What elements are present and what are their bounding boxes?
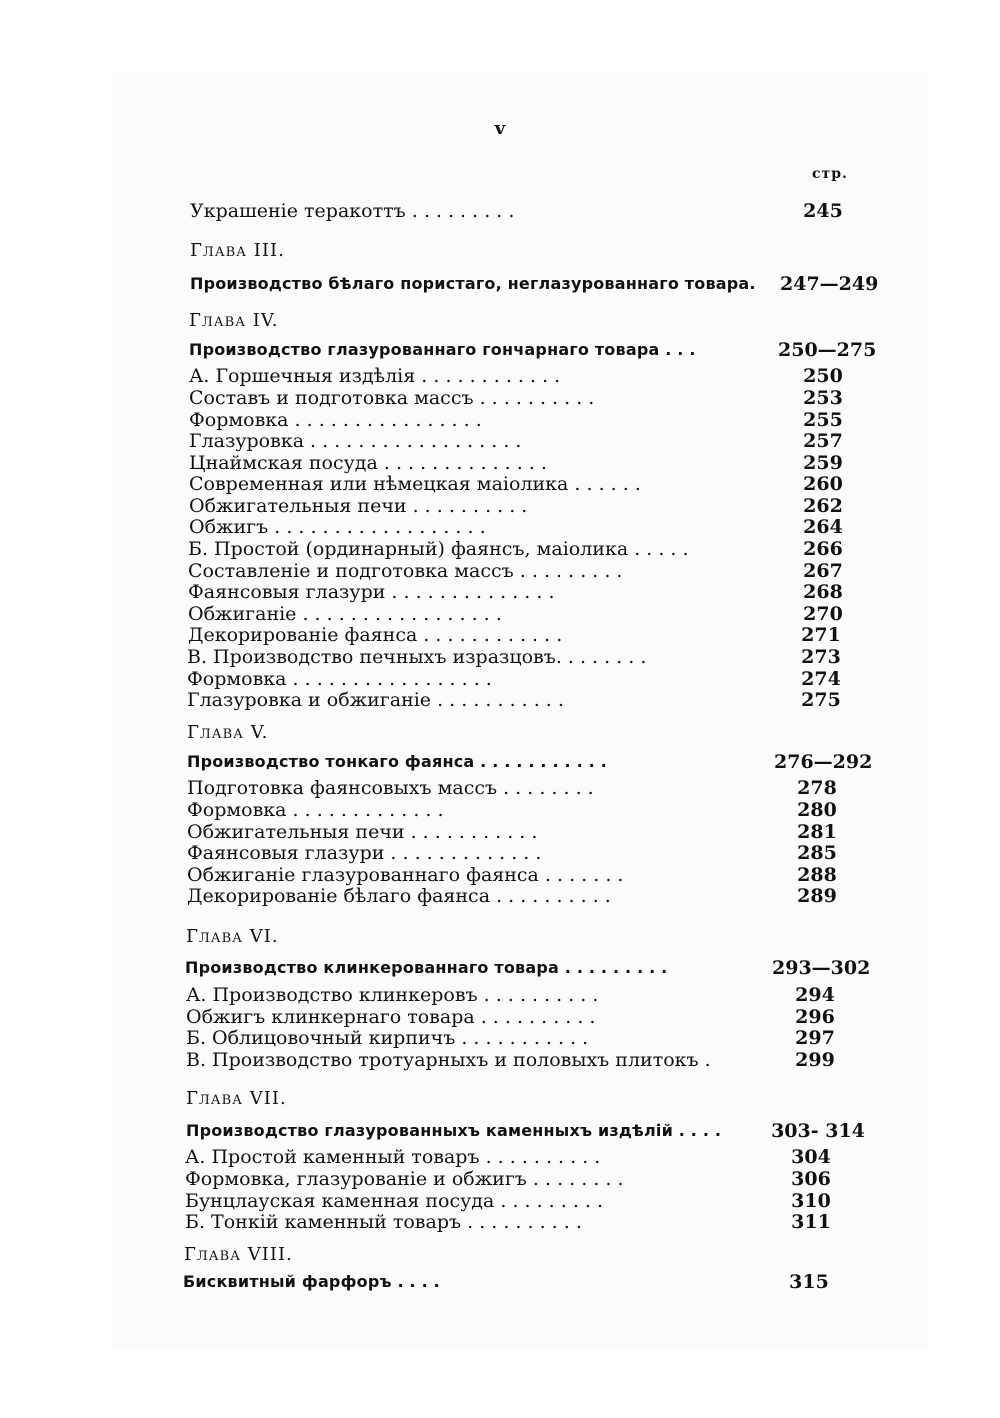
toc-entry-title: А. Производство клинкеровъ . . . . . . . . . . <box>186 984 599 1006</box>
toc-entry <box>0 1210 1000 1234</box>
chapter-section <box>0 1119 1000 1143</box>
section-title: Производство глазурованнаго гончарнаго товара . . . <box>189 340 696 359</box>
chapter-heading: Глава VII. <box>186 1088 287 1109</box>
toc-entry <box>0 798 1000 822</box>
toc-entry <box>0 645 1000 669</box>
toc-entry-title: Декорированіе фаянса . . . . . . . . . . . . <box>188 624 563 646</box>
chapter-heading: Глава IV. <box>189 310 279 331</box>
toc-entry-page: 278 <box>797 777 837 799</box>
toc-entry <box>0 472 1000 496</box>
section-pages: 247—249 <box>780 273 879 295</box>
toc-entry <box>0 515 1000 539</box>
toc-entry <box>0 1048 1000 1072</box>
toc-entry-page: 271 <box>801 624 841 646</box>
section-title: Бисквитный фарфоръ . . . . <box>183 1272 440 1291</box>
toc-entry-title: Фаянсовыя глазури . . . . . . . . . . . . . <box>187 842 542 864</box>
toc-entry-title: Бунцлауская каменная посуда . . . . . . . . . <box>185 1190 604 1212</box>
toc-entry <box>0 983 1000 1007</box>
toc-entry-title: Подготовка фаянсовыхъ массъ . . . . . . . . <box>187 777 594 799</box>
toc-entry <box>0 537 1000 561</box>
section-pages: 303- 314 <box>771 1120 865 1142</box>
chapter-heading: Глава VI. <box>186 926 279 947</box>
toc-entry-page: 257 <box>803 430 843 452</box>
toc-entry-page: 262 <box>803 495 843 517</box>
toc-entry-page: 245 <box>803 200 843 222</box>
toc-entry <box>0 884 1000 908</box>
toc-entry-title: Составленіе и подготовка массъ . . . . . . . . . <box>188 560 623 582</box>
toc-entry-title: В. Производство тротуарныхъ и половыхъ плитокъ . <box>186 1049 711 1071</box>
section-title: Производство глазурованныхъ каменныхъ издѣлій . . . . <box>186 1121 722 1140</box>
toc-entry-page: 273 <box>801 646 841 668</box>
toc-entry-title: Составъ и подготовка массъ . . . . . . . . . . <box>189 387 595 409</box>
toc-entry-title: А. Горшечныя издѣлія . . . . . . . . . . . . <box>189 365 561 387</box>
toc-entry-title: Обжигъ клинкернаго товара . . . . . . . . . . <box>186 1006 596 1028</box>
toc-entry <box>0 623 1000 647</box>
toc-entry-page: 294 <box>795 984 835 1006</box>
toc-entry-title: А. Простой каменный товаръ . . . . . . . . . . <box>185 1146 601 1168</box>
toc-entry-page: 310 <box>791 1190 831 1212</box>
toc-entry-title: Современная или нѣмецкая маіолика . . . . . . <box>189 473 641 495</box>
toc-entry-title: Обжиганіе . . . . . . . . . . . . . . . . . <box>188 603 502 625</box>
toc-entry-title: Фаянсовыя глазури . . . . . . . . . . . . . . <box>188 581 555 603</box>
toc-entry-page: 264 <box>803 516 843 538</box>
toc-entry-page: 267 <box>803 560 843 582</box>
toc-entry <box>0 1167 1000 1191</box>
toc-entry-page: 260 <box>803 473 843 495</box>
section-pages: 315 <box>789 1271 829 1293</box>
toc-entry-title: Глазуровка и обжиганіе . . . . . . . . . . . <box>187 689 564 711</box>
toc-entry-title: Б. Простой (ординарный) фаянсъ, маіолика . . . . . <box>188 538 689 560</box>
toc-entry-page: 255 <box>803 409 843 431</box>
toc-intro-entry <box>0 199 1000 223</box>
toc-entry-title: Глазуровка . . . . . . . . . . . . . . . . . . <box>189 430 522 452</box>
chapter-section <box>0 750 1000 774</box>
chapter-section <box>0 272 1000 296</box>
toc-entry-title: Формовка . . . . . . . . . . . . . . . . <box>189 409 482 431</box>
toc-entry-page: 274 <box>801 668 841 690</box>
toc-entry-page: 275 <box>801 689 841 711</box>
toc-entry-page: 304 <box>791 1146 831 1168</box>
page-column-header: стр. <box>812 166 848 182</box>
toc-entry-page: 270 <box>803 603 843 625</box>
section-pages: 276—292 <box>774 751 873 773</box>
chapter-section <box>0 956 1000 980</box>
chapter-heading: Глава V. <box>187 722 269 743</box>
section-title: Производство клинкерованнаго товара . . . . . . . . . <box>185 958 668 977</box>
toc-entry <box>0 364 1000 388</box>
toc-entry-page: 297 <box>795 1027 835 1049</box>
chapter-section <box>0 1270 1000 1294</box>
toc-entry-page: 259 <box>803 452 843 474</box>
toc-entry-page: 296 <box>795 1006 835 1028</box>
toc-entry-title: Украшеніе теракоттъ . . . . . . . . . <box>190 200 515 222</box>
toc-entry-title: Обжигательныя печи . . . . . . . . . . . <box>187 821 538 843</box>
toc-entry-page: 250 <box>803 365 843 387</box>
toc-entry-title: В. Производство печныхъ изразцовъ. . . . . . . . <box>187 646 647 668</box>
toc-entry-title: Обжиганіе глазурованнаго фаянса . . . . . . . <box>187 864 624 886</box>
section-pages: 293—302 <box>772 957 871 979</box>
toc-entry <box>0 1026 1000 1050</box>
chapter-heading: Глава III. <box>190 240 285 261</box>
toc-entry-title: Формовка . . . . . . . . . . . . . <box>187 799 444 821</box>
toc-entry-title: Цнаймская посуда . . . . . . . . . . . . . . <box>189 452 547 474</box>
toc-entry-title: Обжигательныя печи . . . . . . . . . . <box>189 495 528 517</box>
section-pages: 250—275 <box>778 339 877 361</box>
page-number: v <box>494 118 506 139</box>
toc-entry-title: Формовка, глазурованіе и обжигъ . . . . . . . . <box>185 1168 624 1190</box>
toc-entry-page: 299 <box>795 1049 835 1071</box>
toc-entry-page: 253 <box>803 387 843 409</box>
toc-entry <box>0 429 1000 453</box>
toc-entry-page: 306 <box>791 1168 831 1190</box>
toc-entry-page: 311 <box>791 1211 831 1233</box>
toc-entry <box>0 580 1000 604</box>
toc-entry <box>0 776 1000 800</box>
toc-entry-title: Формовка . . . . . . . . . . . . . . . . . <box>187 668 492 690</box>
toc-entry-page: 288 <box>797 864 837 886</box>
toc-entry-title: Б. Тонкій каменный товаръ . . . . . . . . . . <box>185 1211 582 1233</box>
toc-entry-title: Б. Облицовочный кирпичъ . . . . . . . . . . . <box>186 1027 589 1049</box>
toc-entry-title: Декорированіе бѣлаго фаянса . . . . . . . . . . <box>187 885 611 907</box>
toc-entry <box>0 688 1000 712</box>
chapter-section <box>0 338 1000 362</box>
toc-entry <box>0 841 1000 865</box>
chapter-heading: Глава VIII. <box>184 1244 293 1265</box>
toc-entry <box>0 1145 1000 1169</box>
toc-entry-title: Обжигъ . . . . . . . . . . . . . . . . . . <box>189 516 486 538</box>
toc-entry-page: 285 <box>797 842 837 864</box>
toc-entry-page: 281 <box>797 821 837 843</box>
toc-entry <box>0 386 1000 410</box>
section-title: Производство бѣлаго пористаго, неглазурованнаго товара. <box>190 274 756 293</box>
toc-entry-page: 266 <box>803 538 843 560</box>
toc-entry-page: 289 <box>797 885 837 907</box>
section-title: Производство тонкаго фаянса . . . . . . . . . . . <box>187 752 607 771</box>
toc-entry-page: 280 <box>797 799 837 821</box>
toc-entry-page: 268 <box>803 581 843 603</box>
